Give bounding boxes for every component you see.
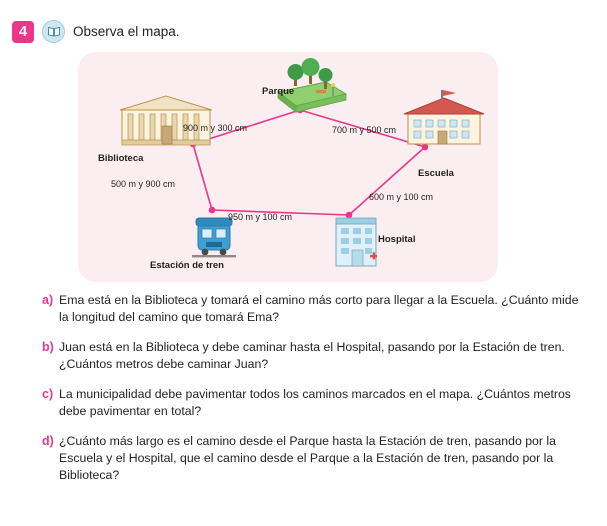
distance-estacion-hospital: 950 m y 100 cm	[228, 212, 293, 222]
exercise-instruction: Observa el mapa.	[73, 24, 180, 39]
question-b-text: Juan está en la Biblioteca y debe caminar hasta el Hospital, pasando por la Estación de tren. ¿Cuántos metros debe caminar Juan?	[59, 340, 565, 371]
exercise-header	[12, 20, 180, 43]
book-badge-icon	[42, 20, 65, 43]
question-b-letter: b)	[42, 340, 54, 354]
question-d	[42, 433, 582, 484]
distance-biblioteca-estacion: 500 m y 900 cm	[111, 179, 176, 189]
parque-illustration	[278, 58, 346, 112]
hospital-illustration	[336, 218, 377, 266]
estacion-de-tren-illustration	[192, 218, 236, 257]
question-c-letter: c)	[42, 387, 54, 401]
biblioteca-illustration	[120, 96, 212, 145]
map-panel	[78, 52, 498, 282]
question-c	[42, 386, 582, 420]
escuela-illustration	[404, 90, 484, 144]
distance-hospital-escuela: 600 m y 100 cm	[369, 192, 434, 202]
map-label-estacion-de-tren: Estación de tren	[150, 260, 224, 271]
question-a-letter: a)	[42, 293, 54, 307]
question-a	[42, 292, 582, 326]
question-c-text: La municipalidad debe pavimentar todos los caminos marcados en el mapa. ¿Cuántos metros debe pavimentar en total?	[59, 387, 571, 418]
map-label-escuela: Escuela	[418, 168, 454, 179]
map-label-biblioteca: Biblioteca	[98, 153, 144, 164]
question-b	[42, 339, 582, 373]
exercise-number: 4	[12, 21, 34, 43]
map-label-parque: Parque	[262, 86, 295, 97]
question-d-text: ¿Cuánto más largo es el camino desde el Parque hasta la Estación de tren, pasando por la Escuela y el Hospital, que el camino desde el Parque a la Estación de tren, pasando por la Biblioteca?	[59, 434, 556, 482]
distance-biblioteca-parque: 900 m y 300 cm	[183, 123, 248, 133]
map-label-hospital: Hospital	[378, 234, 416, 245]
question-d-letter: d)	[42, 434, 54, 448]
question-a-text: Ema está en la Biblioteca y tomará el camino más corto para llegar a la Escuela. ¿Cuánto mide la longitud del camino que tomará Ema?	[59, 293, 579, 324]
questions-list	[42, 292, 582, 497]
distance-parque-escuela: 700 m y 500 cm	[332, 125, 397, 135]
